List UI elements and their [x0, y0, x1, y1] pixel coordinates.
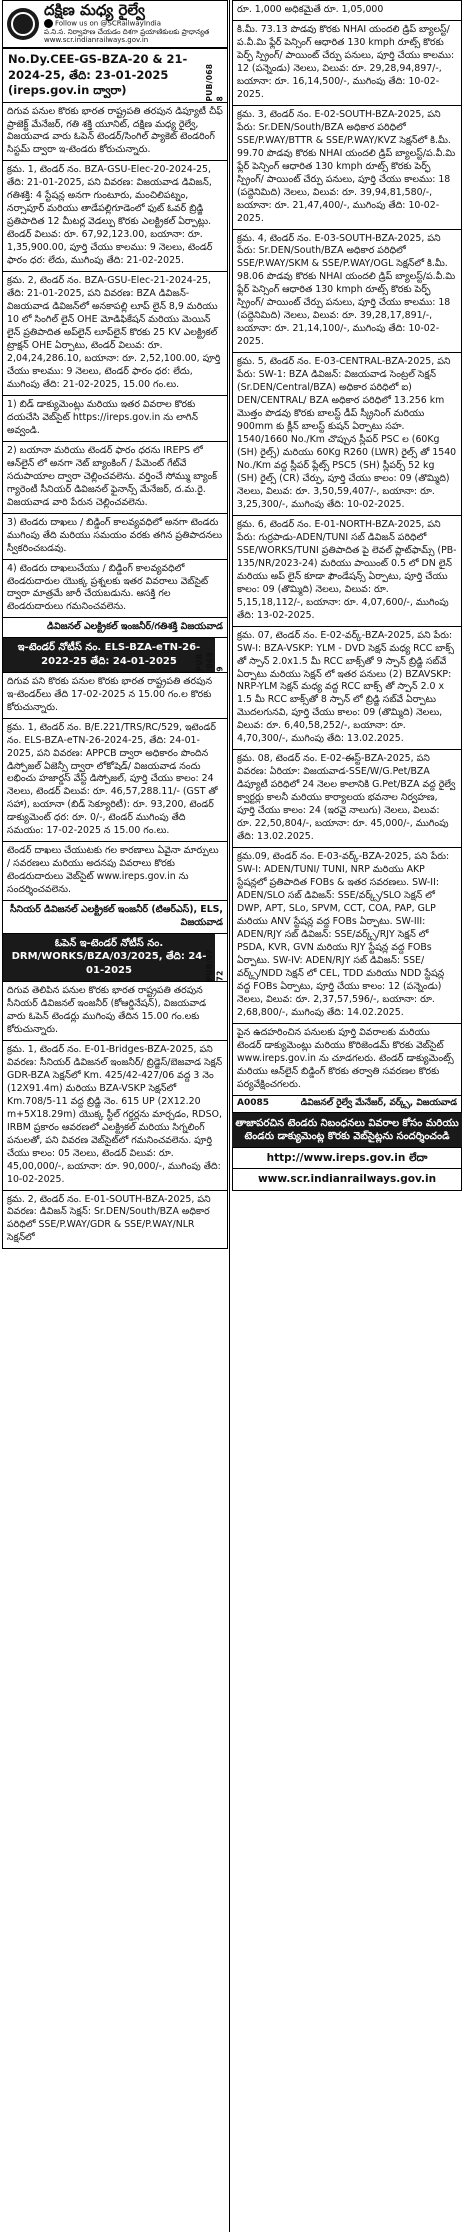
signature-row	[232, 1095, 462, 1113]
notice3-number: ఓపెన్ ఇ-టెండర్ నోటీస్ నం. DRM/WORKS/BZA/03/2025, తేది: 24-01-2025	[3, 934, 215, 981]
right-item-c7: క్రమ. 07, టెండర్ నం. E-02-వర్క్-BZA-2025, పని పేరు: SW-I: BZA-VSKP: YLM - DVD సెక్షన్ మధ్య RCC బాక్స్ తో స్పాన్ 2.0x1.5 మీ RCC బాక్స్‌తో 9 స్పాన్ బ్రిడ్జి సబ్‌వే ఏర్పాటు మరియు సెక్షన్ లో ఇతర పనులు (2) BZAVSKP: NRP-YLM సెక్షన్ మధ్య వద్ద RCC బాక్స్ తో స్పాన్ 2.0 x 1.5 మీ RCC బాక్స్‌తో 8 స్పాన్ లో బ్రిడ్జి సబ్‌వే ఏర్పాటు మొదలగునవి, పూర్తి చేయు కాలం: 09 (తొమ్మిది) నెలలు, విలువ: రూ. 6,40,58,252/-, బయానా: రూ. 4,70,300/-, ముగింపు తేది: 13.02.2025.	[232, 626, 462, 751]
notice1-signature: డివిజనల్ ఎలక్ట్రికల్ ఇంజనీర్/గతిశక్తి విజయవాడ	[2, 617, 228, 638]
notice1-item2: క్రమ. 2, టెండర్ నం. BZA-GSU-Elec-21-2024-25, తేది: 21-01-2025, పని వివరణ: BZA డివిజన్-విజయవాడ డివిజన్‌లో అనకాపల్లి లూప్ లైన్ 8,9 మరియు 10 లో సింగిల్ లైన్ OHE మోడిఫికేషన్ మరియు మెయిన్ లైన్ ప్రతిపాదిత అప్‌లైన్ లూప్‌లైన్ కొరకు 25 KV ఎలక్ట్రికల్ ట్రాక్షన్ OHE ఏర్పాటు, టెండర్ విలువ: రూ. 2,04,24,286.10, బయానా: రూ. 2,52,100.00, పూర్తి చేయు కాలము: 9 నెలలు, టెండర్ ఫారం ధర: లేదు, ముగింపు తేది: 21-02-2025, 15.00 గం.లు.	[2, 271, 228, 396]
notice1-note2: 2) బయానా మరియు టెండర్ ఫారం ధరను IREPS లో ఆన్‌లైన్ లో అనగా నెట్ బ్యాంకింగ్ / పేమెంట్ గేట్‌వే సదుపాయాల ద్వారా చెల్లించవలెను. వర్తించే సోమ్ము బ్యాంక్ గ్యారెంటీ సీనియర్ డివిజనల్ ఫైనాన్స్ మేనేజర్, ద.మ.రై. విజయవాడ వారి పేరున చెల్లించవలెను.	[2, 441, 228, 514]
notice1-note3: 3) టెండరు దాఖలు / బిడ్డింగ్ కాలవ్యవధిలో అనగా టెండరు ముగింపు తేది మరియు సమయం వరకు తగిన ప్రతిపాదనలు స్వీకరించబడవు.	[2, 513, 228, 560]
notice2-signature: సీనియర్ డివిజనల్ ఎలక్ట్రికల్ ఇంజనీర్ (టిఆర్ఎస్), ELS, విజయవాడ	[2, 900, 228, 933]
notice1-intro: దిగువ పనుల కొరకు భారత రాష్ట్రపతి తరపున డిప్యూటీ చీఫ్ ప్రాజెక్ట్ మేనేజర్, గతి శక్తి యూనిట్, దక్షిణ మధ్య రైల్వే, విజయవాడ వారు ఓపెన్ టెండర్/సింగిల్ ప్యాకెట్ టెండరింగ్ సిస్టమ్ ద్వారా ఇ-టెండరు కోరుచున్నారు.	[2, 102, 228, 162]
notice1-note4: 4) టెండరు దాఖలుచేయు / బిడ్డింగ్ కాలవ్యవధిలో టెండరుదారుల యొక్క ప్రశ్నలకు ఇతర వివరాలు వెబ్‌సైట్ ద్వారా మాత్రమే జారీ చేయబడును. ఆసక్తి గల టెండరుదారులు గమనించవలెను.	[2, 559, 228, 619]
notice2-pub-code: PUB/0689	[194, 652, 225, 672]
right-item-c8: క్రమ. 08, టెండర్ నం. E-02-ఈస్ట్-BZA-2025, పని వివరణ: ఏరియా: విజయవాడ-SSE/W/G.Pet/BZA డిప్యూటీ పరిధిలో 24 నెలల కాలానికి G.Pet/BZA వద్ద రైల్వే క్వార్టర్లు కాలనీ మరియు కార్యాలయ భవనాల నిర్వహణ, పూర్తి చేయు కాలం: 24 (ఇరవై నాలుగు) నెలలు, విలువ: రూ. 22,50,804/-, బయానా: రూ. 45,000/-, ముగింపు తేది: 13.02.2025.	[232, 749, 462, 848]
site-url: www.scr.indianrailways.gov.in	[44, 36, 149, 45]
footer-url-ireps[interactable]: http://www.ireps.gov.in లేదా	[232, 1147, 462, 1169]
right-item-c5: క్రమ. 5, టెండర్ నం. E-03-CENTRAL-BZA-2025, పని పేరు: SW-1: BZA డివిజన్: విజయవాడ సెంట్రల్ సెక్షన్ (Sr.DEN/Central/BZA) అధికార పరిధిలో ఐ) DEN/CENTRAL/ BZA అధికార పరిధిలో 13.256 km మొత్తం పొడవు కొరకు బాలస్ట్ డీప్ స్క్రీనింగ్ మరియు 900mm కు క్లీన్ బాలస్ట్ కుషన్ ఏర్పాటు సహ. 1540/1660 No./Km చొప్పున స్లీపర్ PSC ల (60Kg (SH) రైల్స్) మరియు 60Kg R260 (LWR) రైల్స్ తో 1540 No./Km వద్ద స్లీపర్ ప్లేట్స్ PSC5 (SH) స్లీపర్స్ 52 kg (SH) రైల్స్ (CR) చేర్పు, పూర్తి చేయు కాలం: 09 (తొమ్మిది) నెలలు, విలువ: రూ. 3,50,59,407/-, బయానా: రూ. 3,25,300/-, ముగింపు తేది: 10-02-2025.	[232, 352, 462, 516]
notice3-intro: దిగువ తెలిపిన పనుల కొరకు భారత రాష్ట్రపతి తరపున సీనియర్ డివిజనల్ ఇంజనీర్ (కోఆర్డినేషన్), విజయవాడ వారు ఓపెన్ టెండర్లు ముగింపు తేదిన 15.00 గం.లకు కోరుచున్నారు.	[2, 981, 228, 1041]
right-column	[232, 0, 462, 2232]
ad-code: A0085	[237, 1097, 270, 1108]
notice3	[2, 933, 228, 982]
railway-logo-icon	[7, 8, 39, 40]
notice2	[2, 637, 228, 673]
notice3-pub-code: PUB/0772	[205, 948, 225, 981]
column-separator	[229, 0, 230, 2232]
footer-url-scr[interactable]: www.scr.indianrailways.gov.in	[232, 1168, 462, 1190]
railway-header	[2, 0, 228, 48]
right-item-c9: క్రమ.09, టెండర్ నం. E-03-వర్క్-BZA-2025, పని పేరు: SW-I: ADEN/TUNI/ TUNI, NRP మరియు AKP స్టేషన్లలో ప్రతిపాదిత FOBs & ఇతర సవరణలు. SW-II: ADEN/SLO సబ్ డివిజన్: SSE/వర్క్స్/SLO సెక్షన్ లో DWP, APT, SLo, SPVM, CCT, COA, PAP, GLP మరియు ANV స్టేషన్ల వద్ద FOBs ఏర్పాటు. SW-III: ADEN/RJY సబ్ డివిజన్: SSE/వర్క్స్/RJY సెక్షన్ లో PSDA, KVR, GVN మరియు RJY స్టేషన్ల వద్ద FOBs ఏర్పాటు. SW-IV: ADEN/RJY సబ్ డివిజన్: SSE/వర్క్స్/NDD సెక్షన్ లో CEL, TDD మరియు NDD స్టేషన్ల వద్ద FOBs ఏర్పాటు, పూర్తి చేయు కాలం: 12 (పన్నెండు) నెలలు, విలువ: రూ. 2,37,57,596/-, బయానా: రూ. 2,68,800/-, ముగింపు తేది: 14.02.2025.	[232, 847, 462, 1024]
right-item-c10: పైన ఉదహరించిన పనులకు పూర్తి వివరాలకు మరియు టెండర్ డాక్యుమెంట్లు మరియు కొరిజెండమ్ కొరకు వెబ్‌సైట్ www.ireps.gov.in ను చూడగలరు. టెండర్ డాక్యుమెంట్స్ మరియు ఆన్‌లైన్ బిడ్డింగ్ కొరకు తర్వాతి సవరణల కొరకు పర్యవేక్షించగలరు.	[232, 1023, 462, 1096]
notice3-item2: క్రమ. 2, టెండర్ నం. E-01-SOUTH-BZA-2025, పని వివరణ: డివిజన్ సెక్షన్: Sr.DEN/South/BZA అధికార పరిధిలో SSE/P.WAY/GDR & SSE/P.WAY/NLR సెక్షన్‌లో	[2, 1190, 228, 1250]
left-column	[2, 0, 228, 2232]
notice1-item1: క్రమ. 1, టెండర్ నం. BZA-GSU-Elec-20-2024-25, తేది: 21-01-2025, పని వివరణ: విజయవాడ డివిజన్, గతిశక్తి: 4 స్టేషన్ల అనగా గుంటూరు, మంచిలిపట్నం, నర్సాపూర్ మరియు తాడేపల్లిగూడెంలో ఫుట్ ఓవర్ బ్రిడ్జి ప్రతిపాదిత 12 మీటర్ల వెడల్పు కొరకు ఎలక్ట్రికల్ ఏర్పాట్లు. టెండర్ విలువ: రూ. 67,92,123.00, బయానా: రూ. 1,35,900.00, పూర్తి చేయు కాలము: 9 నెలలు, టెండర్ ఫారం ధర: లేదు, ముగింపు తేది: 21-02-2025.	[2, 160, 228, 272]
notice2-item1: క్రమ. 1, టెండర్ నం. B/E.221/TRS/RC/529, ఇటెండర్ నం. ELS-BZA-eTN-26-2024-25, తేది: 24-01-2025, పని వివరణ: APPCB ద్వారా అధికారం పొందిన డిస్పోజల్ ఏజెన్సీ ద్వారా లోకోషెడ్/ విజయవాడ నందు లభించు హజార్డస్ వేస్ట్ డిస్పోజల్, పూర్తి చేయు కాలం: 24 నెలలు, టెండర్ విలువ: రూ. 46,57,288.11/- (GST తో సహా), బయానా (బిడ్ సెక్యూరిటీ): రూ. 93,200, టెండర్ డాక్యుమెంట్ ధర: రూ. 0/-, టెండర్ ముగింపు తేది సమయం: 17-02-2025 న 15.00 గం.లు.	[2, 718, 228, 843]
right-item-c4: క్రమ. 4, టెండర్ నం. E-03-SOUTH-BZA-2025, పని పేరు: Sr.DEN/South/BZA అధికార పరిధిలో SSE/P.WAY/SKM & SSE/P.WAY/OGL సెక్షన్‌లో కి.మీ. 98.06 పొడవు కొరకు NHAI యందలి డ్రిప్ బ్యాలస్ట్/ప.వీ.మి ఫ్లేర్ పెన్సింగ్ ఆధారిత 130 kmph రూట్స్ కొరకు పెర్ఫ్ స్ప్రింగ్/ పాయింట్ చేర్పు పనులు, పూర్తి చేయు కాలము: 18 (పద్దెనిమిది) నెలలు, విలువ: రూ. 39,28,17,891/-, బయానా: రూ. 21,14,100/-, ముగింపు తేది: 10-02-2025.	[232, 229, 462, 354]
notice1	[2, 48, 228, 103]
right-item-c2: కి.మీ. 73.13 పొడవు కొరకు NHAI యందలి డ్రిప్ బ్యాలస్ట్/ప.వీ.మి ఫ్లేర్ పెన్సింగ్ ఆధారిత 130 kmph రూట్స్ కొరకు పెర్ఫ్ స్ప్రింగ్/ పాయింట్ చేర్పు పనులు, పూర్తి చేయు కాలము: 12 (పన్నెండు) నెలలు, విలువ: రూ. 29,28,94,897/-, బయానా: రూ. 16,14,500/-, ముగింపు తేది: 10-02-2025.	[232, 20, 462, 106]
follow-text: Follow us on @SCRailwayIndia	[44, 19, 209, 28]
railway-title: దక్షిణ మధ్య రైల్వే	[44, 1, 145, 20]
tagline: ప.ని.స. నిర్వాహణ చేయడం దిశగా ప్రయాణికులకు ప్రాధాన్యత	[44, 27, 210, 36]
notice2-note: టెండర్ దాఖలు చేయుటకు గల కారణాలు ఏవైనా మార్పులు / సవరణలు మరియు అదనపు వివరాలు కొరకు టెండరుదారులు వెబ్‌సైట్ www.ireps.gov.in ను సందర్శించవలెను.	[2, 841, 228, 901]
right-item-c6: క్రమ. 6, టెండర్ నం. E-01-NORTH-BZA-2025, పని పేరు: గుర్రపాడు-ADEN/TUNI సబ్ డివిజన్ పరిధిలో SSE/WORKS/TUNI ప్రతిపాదిత పై లెవల్ ప్లాట్‌ఫామ్స్ (PB-135/NR/2023-24) మరియు పాయింట్ 0.5 లో DN లైన్ మరియు అప్ లైన్ కూడా ఫౌండేషన్స్ ఏర్పాటు, పూర్తి చేయు కాలం: 09 (తొమ్మిది) నెలలు, విలువ: రూ. 5,15,18,112/-, బయానా: రూ. 4,07,600/-, ముగింపు తేది: 13-02-2025.	[232, 515, 462, 627]
footer-banner: తాజాపరచిన టెండరు నిబంధనలు వివరాల కోసం మరియు టెండరు డాక్యుమెంట్ల కొరకు వెబ్‌సైట్లను సందర్శించండి	[232, 1113, 462, 1147]
social-icon	[44, 19, 53, 28]
notice1-number: No.Dy.CEE-GS-BZA-20 & 21-2024-25, తేది: 23-01-2025 (ireps.gov.in ద్వారా)	[8, 52, 188, 98]
notice2-number: ఇ-టెండర్ నోటీస్ నం. ELS-BZA-eTN-26-2022-25 తేది: 24-01-2025	[3, 638, 215, 672]
notice1-pub-code: PUB/0688	[205, 63, 225, 102]
right-signature: డివిజనల్ రైల్వే మేనేజర్, వర్క్స్, విజయవాడ	[300, 1097, 457, 1108]
notice2-intro: దిగువ పని కొరకు పనుల కొరకు భారత రాష్ట్రపతి తరపున ఇ-టెండర్‌లు తేది 17-02-2025 న 15.00 గం.ల కొరకు కోరుచున్నారు.	[2, 672, 228, 719]
right-item-c3: క్రమ. 3, టెండర్ నం. E-02-SOUTH-BZA-2025, పని పేరు: Sr.DEN/South/BZA అధికార పరిధిలో SSE/P.WAY/BTTR & SSE/P.WAY/KVZ సెక్షన్‌లో కి.మీ. 99.70 పొడవు కొరకు NHAI యందలి డ్రిప్ బ్యాలస్ట్/ప.వీ.మి ఫ్లేర్ పెన్సింగ్ ఆధారిత 130 kmph రూట్స్ కొరకు పెర్ఫ్ స్ప్రింగ్/ పాయింట్ చేర్పు పనులు, పూర్తి చేయు కాలము: 18 (పద్దెనిమిది) నెలలు, విలువ: రూ. 39,94,81,580/-, బయానా: రూ. 21,47,400/-, ముగింపు తేది: 10-02-2025.	[232, 105, 462, 230]
notice1-note1: 1) బిడ్ డాక్యుమెంట్లు మరియు ఇతర వివరాల కొరకు దయచేసి వెబ్‌సైట్ https://ireps.gov.in ను లాగిన్ అవ్వండి.	[2, 395, 228, 442]
notice3-item1: క్రమ. 1, టెండర్ నం. E-01-Bridges-BZA-2025, పని వివరణ: సీనియర్ డివిజనల్ ఇంజనీర్/ బ్రిడ్జెస్/బెజవాడ సెక్షన్ GDR-BZA సెక్షన్‌లో Km. 425/42-427/06 వద్ద 3 నెం (12X91.4m) మరియు BZA-VSKP సెక్షన్‌లో Km.708/5-11 వద్ద బ్రిడ్జి నెం. 615 UP (2X12.20 m+5X18.29m) యొక్క స్టీల్ గర్డర్లను మార్చడం, RDSO, IRBM ప్రకారం ఆవరణలో ఎలక్ట్రికల్ మరియు సిగ్నలింగ్ పనులతో, పని వివరణ వెబ్‌సైట్‌లో గమనించవలెను. పూర్తి చేయు కాలం: 05 నెలలు, టెండర్ విలువ: రూ. 45,00,000/-, బయానా: రూ. 90,000/-, ముగింపు తేది: 10-02-2025.	[2, 1040, 228, 1191]
right-top-line: రూ. 1,000 అధికమైతే రూ. 1,05,000	[232, 0, 462, 21]
